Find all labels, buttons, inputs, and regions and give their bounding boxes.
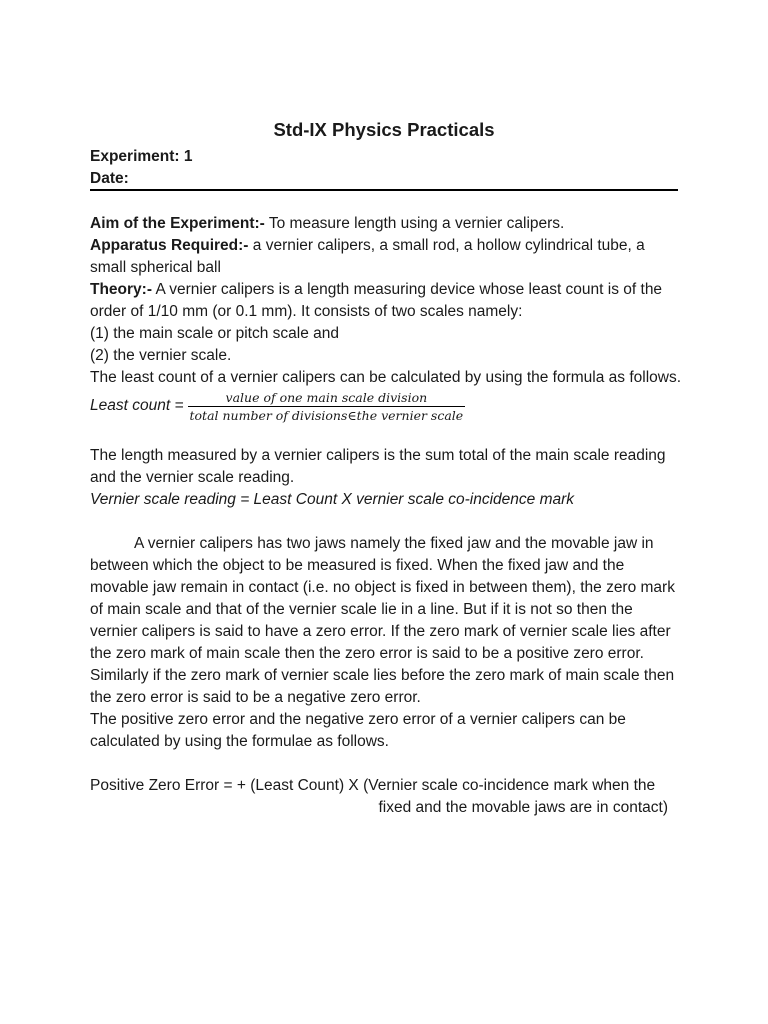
formula-lhs: Least count = [90,397,184,414]
theory-item-1: (1) the main scale or pitch scale and [90,325,339,342]
formula-denominator: total number of divisions∈the vernier scale [189,407,464,423]
formula-numerator: value of one main scale division [225,389,428,405]
spacer [90,753,682,775]
positive-zero-error-line-1: Positive Zero Error = + (Least Count) X (Vernier scale co-incidence mark when the [90,777,656,794]
aim-paragraph [90,213,682,235]
page-title: Std-IX Physics Practicals [273,119,495,140]
theory-text: A vernier calipers is a length measuring device whose least count is of the order of 1/10 mm (or 0.1 mm). It consists of two scales namely: [90,281,663,320]
aim-label: Aim of the Experiment:- [90,215,265,232]
experiment-header [90,146,193,190]
aim-text: To measure length using a vernier calipers. [264,215,565,232]
formula-fraction [188,390,466,423]
least-count-formula [90,389,682,423]
experiment-date: Date: [90,170,129,187]
length-paragraph: The length measured by a vernier calipers is the sum total of the main scale reading and the vernier scale reading. [90,447,666,486]
experiment-number: Experiment: 1 [90,148,193,165]
header-divider [90,189,678,191]
theory-paragraph [90,279,682,323]
least-count-intro: The least count of a vernier calipers can be calculated by using the formula as follows. [90,369,682,386]
apparatus-label: Apparatus Required:- [90,237,249,254]
positive-zero-error-line-2: fixed and the movable jaws are in contact) [378,799,668,816]
spacer [90,423,682,445]
apparatus-paragraph [90,235,682,279]
spacer [90,511,682,533]
jaws-paragraph: A vernier calipers has two jaws namely the fixed jaw and the movable jaw in between which the object to be measured is fixed. When the fixed jaw and the movable jaw remain in contact (i.e. no object is fixed in between them), the zero mark of main scale and that of the vernier scale lie in a line. But if it is not so then the vernier calipers is said to have a zero error. If the zero mark of vernier scale lies after the zero mark of main scale then the zero error is said to be a positive zero error. Similarly if the zero mark of vernier scale lies before the zero mark of main scale then the zero error is said to be a negative zero error. [90,535,675,706]
zero-error-intro: The positive zero error and the negative zero error of a vernier calipers can be calculated by using the formulae as follows. [90,711,626,750]
apparatus-text: a vernier calipers, a small rod, a hollow cylindrical tube, a small spherical ball [90,237,645,276]
vernier-reading-formula: Vernier scale reading = Least Count X vernier scale co-incidence mark [90,491,575,508]
document-body [90,213,682,819]
theory-label: Theory:- [90,281,152,298]
theory-item-2: (2) the vernier scale. [90,347,232,364]
